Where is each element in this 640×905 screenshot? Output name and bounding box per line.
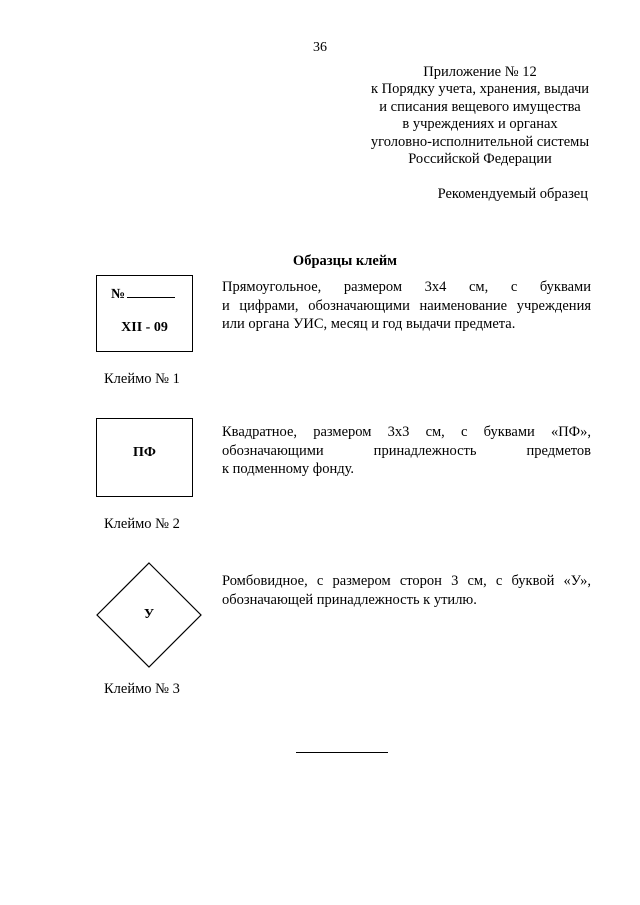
stamp-3-description-line: обозначающей принадлежность к утилю. [222,591,477,608]
appendix-line: Приложение № 12 [423,64,537,80]
stamp-3-diamond [96,562,202,668]
appendix-header [340,64,620,168]
appendix-line: Российской Федерации [408,151,552,168]
appendix-line: и списания вещевого имущества [379,98,581,115]
stamp-1-description-line: или органа УИС, месяц и год выдачи предмета. [222,316,516,333]
stamp-2-description-line: обозначающими принадлежность предметов [222,442,591,459]
appendix-line: уголовно-исполнительной системы [370,133,590,150]
stamp-2-square [96,418,193,497]
stamp-2-caption: Клеймо № 2 [104,516,180,532]
end-rule [296,752,388,753]
stamp-1-number-label: № [111,287,126,302]
stamp-3-description-line: Ромбовидное, с размером сторон 3 см, с буквой «У», [222,573,591,589]
stamp-3-description [222,572,591,609]
stamp-2-description-line: к подменному фонду. [222,461,355,478]
appendix-line: в учреждениях и органах [402,116,558,133]
stamp-2-description-line: Квадратное, размером 3х3 см, с буквами «ПФ», [222,424,591,440]
stamp-1-caption: Клеймо № 1 [104,371,180,387]
stamp-1-description-line: и цифрами, обозначающими наименование учреждения [222,297,591,314]
stamp-1-number-blank [127,285,175,298]
stamp-1-description [222,278,591,334]
stamp-1-number-line [111,285,175,303]
stamp-1-rectangle [96,275,193,352]
stamp-2-description [222,423,591,479]
stamp-3-text: У [143,607,155,622]
stamp-2-text: ПФ [133,445,156,460]
section-heading: Образцы клейм [292,253,398,269]
recommended-sample-label: Рекомендуемый образец [437,186,588,202]
appendix-line: к Порядку учета, хранения, выдачи [370,81,590,98]
stamp-1-description-line: Прямоугольное, размером 3х4 см, с буквами [222,279,591,295]
stamp-1-code: XII - 09 [121,320,168,335]
page-number: 36 [313,40,327,55]
stamp-3-caption: Клеймо № 3 [104,681,180,697]
